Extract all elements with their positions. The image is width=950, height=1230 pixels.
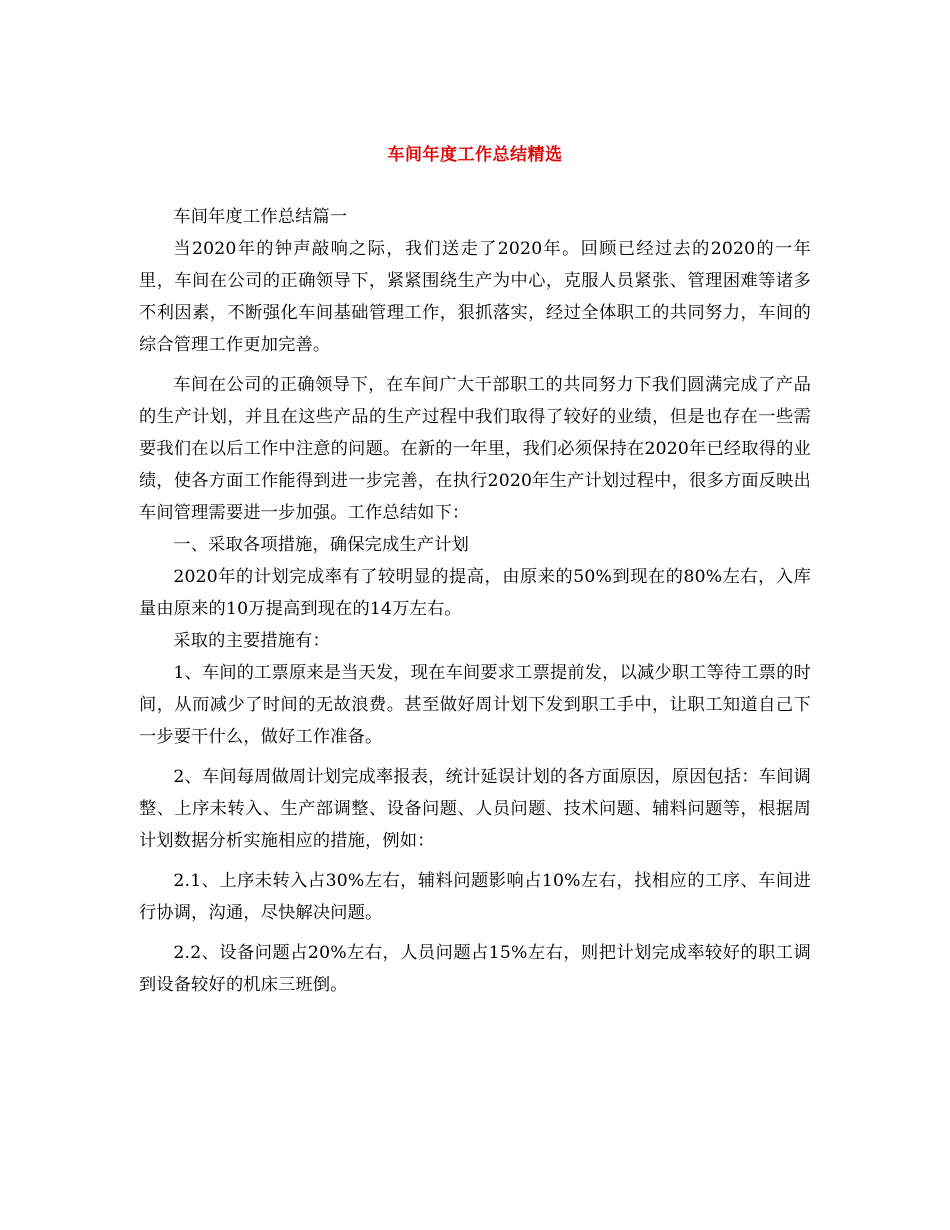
list-item-measure-2-2: 2.2、设备问题占20%左右，人员问题占15%左右，则把计划完成率较好的职工调到设备较好的机床三班倒。 — [139, 943, 811, 995]
list-item-measure-2: 2、车间每周做周计划完成率报表，统计延误计划的各方面原因，原因包括：车间调整、上序未转入、生产部调整、设备问题、人员问题、技术问题、辅料问题等，根据周计划数据分析实施相应的措施，例如： — [139, 767, 811, 851]
section-heading-part-one: 车间年度工作总结篇一 — [173, 207, 348, 227]
list-item-measure-2-1: 2.1、上序未转入占30%左右，辅料问题影响占10%左右，找相应的工序、车间进行协调，沟通，尽快解决问题。 — [139, 871, 811, 923]
paragraph-completion-rate: 2020年的计划完成率有了较明显的提高，由原来的50%到现在的80%左右，入库量由原来的10万提高到现在的14万左右。 — [139, 567, 811, 619]
paragraph-overview: 车间在公司的正确领导下，在车间广大干部职工的共同努力下我们圆满完成了产品的生产计划，并且在这些产品的生产过程中我们取得了较好的业绩，但是也存在一些需要我们在以后工作中注意的问题。在新的一年里，我们必须保持在2020年已经取得的业绩，使各方面工作能得到进一步完善，在执行2020年生产计划过程中，很多方面反映出车间管理需要进一步加强。工作总结如下： — [139, 375, 811, 523]
paragraph-main-measures-label: 采取的主要措施有： — [173, 631, 330, 651]
document-title: 车间年度工作总结精选 — [387, 145, 563, 165]
list-item-measure-1: 1、车间的工票原来是当天发，现在车间要求工票提前发，以减少职工等待工票的时间，从而减少了时间的无故浪费。甚至做好周计划下发到职工手中，让职工知道自己下一步要干什么，做好工作准备。 — [139, 663, 811, 747]
document-body — [139, 201, 811, 1001]
paragraph-intro: 当2020年的钟声敲响之际，我们送走了2020年。回顾已经过去的2020的一年里，车间在公司的正确领导下，紧紧围绕生产为中心，克服人员紧张、管理困难等诸多不利因素，不断强化车间基础管理工作，狠抓落实，经过全体职工的共同努力，车间的综合管理工作更加完善。 — [139, 239, 811, 355]
section-heading-measures: 一、采取各项措施，确保完成生产计划 — [173, 535, 469, 555]
